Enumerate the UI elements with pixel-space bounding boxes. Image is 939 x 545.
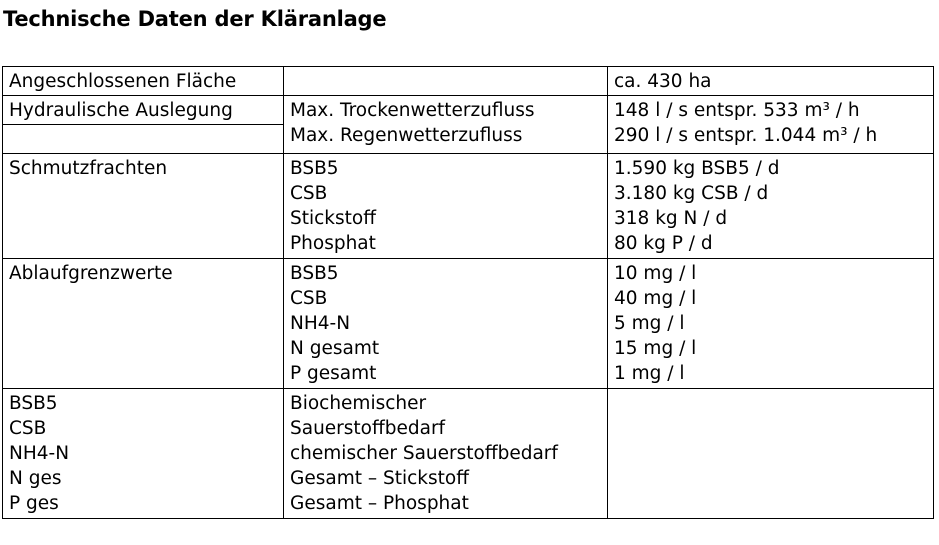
value-line: 318 kg N / d bbox=[614, 208, 728, 229]
abbrev-cell bbox=[3, 389, 284, 519]
param-line: BSB5 bbox=[290, 158, 339, 179]
abbrev-line: BSB5 bbox=[9, 393, 58, 414]
param-line: BSB5 bbox=[290, 263, 339, 284]
value-line: 1 mg / l bbox=[614, 363, 685, 384]
page-title: Technische Daten der Kläranlage bbox=[3, 7, 387, 31]
param-line: Phosphat bbox=[290, 233, 376, 254]
value-line: 10 mg / l bbox=[614, 263, 697, 284]
value-line: 148 l / s entspr. 533 m³ / h bbox=[614, 100, 860, 121]
row-label: Angeschlossenen Fläche bbox=[3, 67, 284, 96]
table-row bbox=[3, 67, 934, 96]
value-line: 40 mg / l bbox=[614, 288, 697, 309]
table-row bbox=[3, 259, 934, 389]
param-line: Stickstoff bbox=[290, 208, 376, 229]
row-param-cell bbox=[284, 154, 608, 259]
definition-line: Biochemischer bbox=[290, 393, 427, 414]
param-line: P gesamt bbox=[290, 363, 377, 384]
param-line: CSB bbox=[290, 288, 328, 309]
tech-data-table bbox=[2, 66, 934, 519]
param-line: N gesamt bbox=[290, 338, 380, 359]
row-label-cell bbox=[3, 96, 284, 154]
abbrev-line: P ges bbox=[9, 493, 59, 514]
definition-line: Gesamt – Phosphat bbox=[290, 493, 469, 514]
row-param bbox=[284, 67, 608, 96]
row-value-cell bbox=[608, 259, 934, 389]
row-label: Hydraulische Auslegung bbox=[3, 98, 283, 125]
abbrev-line: CSB bbox=[9, 418, 47, 439]
value-line: 1.590 kg BSB5 / d bbox=[614, 158, 780, 179]
definition-line: Sauerstoffbedarf bbox=[290, 418, 446, 439]
value-line: 3.180 kg CSB / d bbox=[614, 183, 769, 204]
empty-cell bbox=[608, 389, 934, 519]
value-line: 290 l / s entspr. 1.044 m³ / h bbox=[614, 125, 878, 146]
row-param-cell bbox=[284, 96, 608, 154]
value-line: 15 mg / l bbox=[614, 338, 697, 359]
row-label: Schmutzfrachten bbox=[3, 154, 284, 259]
table-row bbox=[3, 96, 934, 154]
definition-cell bbox=[284, 389, 608, 519]
value-line: 80 kg P / d bbox=[614, 233, 713, 254]
table-row bbox=[3, 389, 934, 519]
abbrev-line: NH4-N bbox=[9, 443, 70, 464]
value-line: 5 mg / l bbox=[614, 313, 685, 334]
param-line: CSB bbox=[290, 183, 328, 204]
row-param-cell bbox=[284, 259, 608, 389]
row-value-cell bbox=[608, 96, 934, 154]
param-line: Max. Trockenwetterzufluss bbox=[290, 100, 535, 121]
table-row bbox=[3, 154, 934, 259]
definition-line: Gesamt – Stickstoff bbox=[290, 468, 469, 489]
definition-line: chemischer Sauerstoffbedarf bbox=[290, 443, 558, 464]
row-label: Ablaufgrenzwerte bbox=[3, 259, 284, 389]
param-line: NH4-N bbox=[290, 313, 351, 334]
row-value-cell bbox=[608, 154, 934, 259]
row-value: ca. 430 ha bbox=[608, 67, 934, 96]
param-line: Max. Regenwetterzufluss bbox=[290, 125, 523, 146]
abbrev-line: N ges bbox=[9, 468, 62, 489]
